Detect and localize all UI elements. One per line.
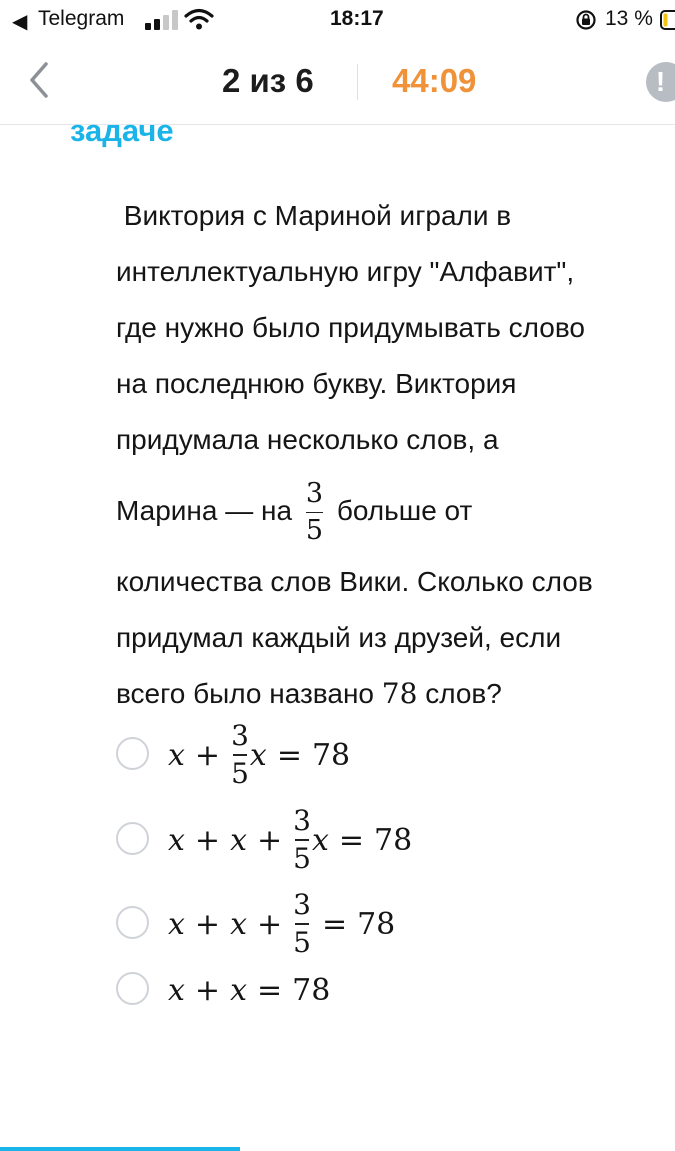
question-line (116, 468, 656, 554)
operator: = (321, 906, 348, 942)
number: 78 (292, 972, 331, 1008)
report-icon[interactable] (646, 62, 675, 102)
operator: + (194, 906, 221, 942)
question-line: Виктория с Мариной играли в (116, 200, 512, 231)
number: 78 (311, 737, 351, 773)
operator: + (256, 906, 283, 942)
number: 78 (357, 906, 396, 942)
battery-percent: 13 % (605, 7, 653, 30)
variable: x (311, 822, 329, 858)
chevron-left-icon[interactable] (24, 60, 54, 100)
fraction-denominator: 5 (231, 756, 249, 790)
number: 78 (374, 822, 413, 858)
back-to-app-icon[interactable]: ◀ (12, 11, 28, 33)
radio-button[interactable] (116, 822, 149, 855)
question-text-segment: Марина — на (116, 495, 293, 526)
variable: x (168, 822, 185, 858)
option-formula (168, 888, 396, 959)
variable: x (249, 737, 267, 773)
fraction-numerator: 3 (293, 804, 311, 838)
operator: + (256, 822, 283, 858)
variable: x (168, 906, 185, 942)
question-text-segment: всего было названо (116, 678, 374, 709)
fraction-bar (233, 754, 247, 756)
fraction-denominator: 5 (293, 841, 311, 875)
question-line: интеллектуальную игру "Алфавит", (116, 256, 575, 287)
answer-option-2[interactable] (116, 804, 636, 875)
fraction-numerator: 3 (305, 477, 324, 509)
section-title: задаче (70, 113, 174, 148)
variable: x (230, 972, 247, 1008)
question-line: где нужно было придумывать слово (116, 312, 585, 343)
exclamation-icon: ! (655, 66, 666, 97)
radio-button[interactable] (116, 737, 149, 770)
fraction-numerator: 3 (293, 888, 311, 922)
fraction-denominator: 5 (293, 925, 311, 959)
question-text (116, 188, 656, 722)
clock: 18:17 (330, 7, 384, 30)
operator: = (276, 737, 302, 773)
fraction (306, 477, 323, 549)
operator: + (194, 972, 221, 1008)
fraction-bar (306, 512, 323, 514)
radio-button[interactable] (116, 972, 149, 1005)
radio-button[interactable] (116, 906, 149, 939)
fraction-denominator: 5 (305, 515, 324, 547)
answer-option-4[interactable] (116, 960, 636, 1020)
header-divider (357, 64, 358, 100)
signal-icon (145, 10, 179, 30)
variable: x (230, 822, 247, 858)
battery-icon (660, 9, 675, 31)
status-bar (0, 0, 675, 40)
question-text-segment: слов? (425, 678, 502, 709)
fraction (293, 806, 311, 874)
answer-option-3[interactable] (116, 888, 636, 959)
option-formula (168, 804, 413, 875)
fraction-bar (295, 839, 309, 841)
variable: x (168, 972, 185, 1008)
question-line: на последнюю букву. Виктория (116, 368, 517, 399)
bottom-progress-bar (0, 1147, 240, 1151)
countdown-timer: 44:09 (392, 62, 477, 99)
operator: = (338, 822, 365, 858)
question-counter: 2 из 6 (222, 62, 314, 99)
operator: + (194, 737, 221, 773)
option-formula (168, 719, 351, 790)
variable: x (168, 737, 185, 773)
orientation-lock-icon (575, 9, 597, 31)
number-78: 78 (381, 677, 418, 710)
question-line: количества слов Вики. Сколько слов (116, 566, 593, 597)
question-line (116, 666, 656, 722)
variable: x (230, 906, 247, 942)
fraction (293, 890, 311, 958)
fraction-bar (295, 923, 309, 925)
wifi-icon (184, 8, 214, 30)
question-line: придумала несколько слов, а (116, 424, 499, 455)
answer-option-1[interactable] (116, 719, 636, 790)
option-formula (168, 960, 330, 1020)
fraction-numerator: 3 (231, 719, 249, 753)
back-to-app-label[interactable]: Telegram (38, 7, 125, 30)
question-text-segment: больше от (336, 495, 473, 526)
fraction (231, 721, 249, 789)
operator: + (194, 822, 221, 858)
operator: = (256, 972, 283, 1008)
question-line: придумал каждый из друзей, если (116, 622, 562, 653)
